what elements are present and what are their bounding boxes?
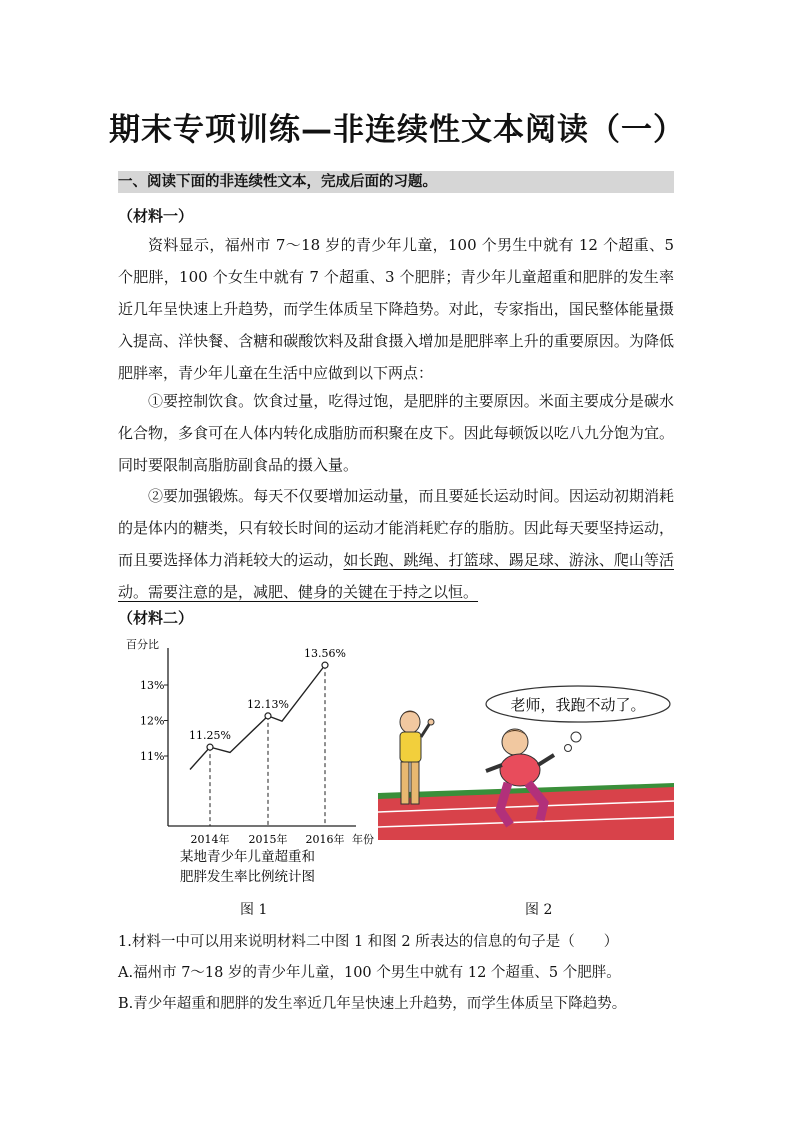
paragraph-3-text: ②要加强锻炼。每天不仅要增加运动量，而且要延长运动时间。因运动初期消耗的是体内的糖类，只有较长时间的运动才能消耗贮存的脂肪。因此每天要坚持运动，而且要选择体力消耗较大的运动， (118, 487, 674, 569)
y-tick-label: 12% (140, 714, 165, 728)
y-tick-label: 11% (140, 750, 165, 763)
y-tick-label: 13% (140, 679, 165, 692)
figure-2-caption: 图 2 (525, 902, 553, 918)
material2-label: （材料二） (118, 609, 194, 627)
figure-1-caption: 图 1 (240, 902, 268, 918)
x-tick-label: 2015年 (248, 833, 288, 846)
option-b: B.青少年超重和肥胖的发生率近几年呈快速上升趋势，而学生体质呈下降趋势。 (118, 996, 627, 1012)
series-line (190, 665, 325, 769)
x-tick-label: 2016年 (305, 833, 345, 846)
running-illustration (378, 685, 674, 843)
x-tick-label: 2014年 (190, 833, 230, 846)
material1-label: （材料一） (118, 207, 194, 225)
data-value-label: 11.25% (189, 729, 231, 743)
option-a: A.福州市 7～18 岁的青少年儿童，100 个男生中就有 12 个超重、5 个肥胖。 (118, 965, 621, 981)
chart-title-line-2: 肥胖发生率比例统计图 (180, 869, 315, 885)
material1-paragraph-1: 资料显示，福州市 7～18 岁的青少年儿童，100 个男生中就有 12 个超重、5 个肥胖，100 个女生中就有 7 个超重、3 个肥胖；青少年儿童超重和肥胖的发生率近几年呈快速上升趋势，而学生体质呈下降趋势。对此，专家指出，国民整体能量摄入提高、洋快餐、含糖和碳酸饮料及甜食摄入增加是肥胖率上升的重要原因。为降低肥胖率，青少年儿童在生活中应做到以下两点： (118, 236, 674, 382)
speech-text: 老师，我跑不动了。 (510, 696, 646, 714)
chart-title-line-1: 某地青少年儿童超重和 (180, 849, 315, 865)
data-point (265, 713, 271, 719)
section-heading: 一、阅读下面的非连续性文本，完成后面的习题。 (118, 171, 674, 193)
teacher-figure (400, 711, 434, 804)
page-title: 期末专项训练—非连续性文本阅读（一） (109, 112, 685, 148)
data-point (322, 662, 328, 668)
question-1: 1.材料一中可以用来说明材料二中图 1 和图 2 所表达的信息的句子是（ ） (118, 934, 619, 950)
x-axis-label: 年份 (352, 833, 374, 846)
line-chart (118, 634, 380, 894)
data-value-label: 13.56% (304, 647, 346, 661)
data-value-label: 12.13% (247, 697, 289, 711)
material1-paragraph-2: ①要控制饮食。饮食过量，吃得过饱，是肥胖的主要原因。米面主要成分是碳水化合物，多食可在人体内转化成脂肪而积聚在皮下。因此每顿饭以吃八九分饱为宜。同时要限制高脂肪副食品的摄入量。 (118, 392, 674, 474)
data-point (207, 744, 213, 750)
material1-paragraph-3 (118, 480, 674, 608)
underlined-sentence: 如长跑、跳绳、打篮球、踢足球、游泳、爬山等活动。需要注意的是，减肥、健身的关键在于持之以恒。 (118, 551, 674, 601)
y-axis-label: 百分比 (126, 638, 159, 651)
